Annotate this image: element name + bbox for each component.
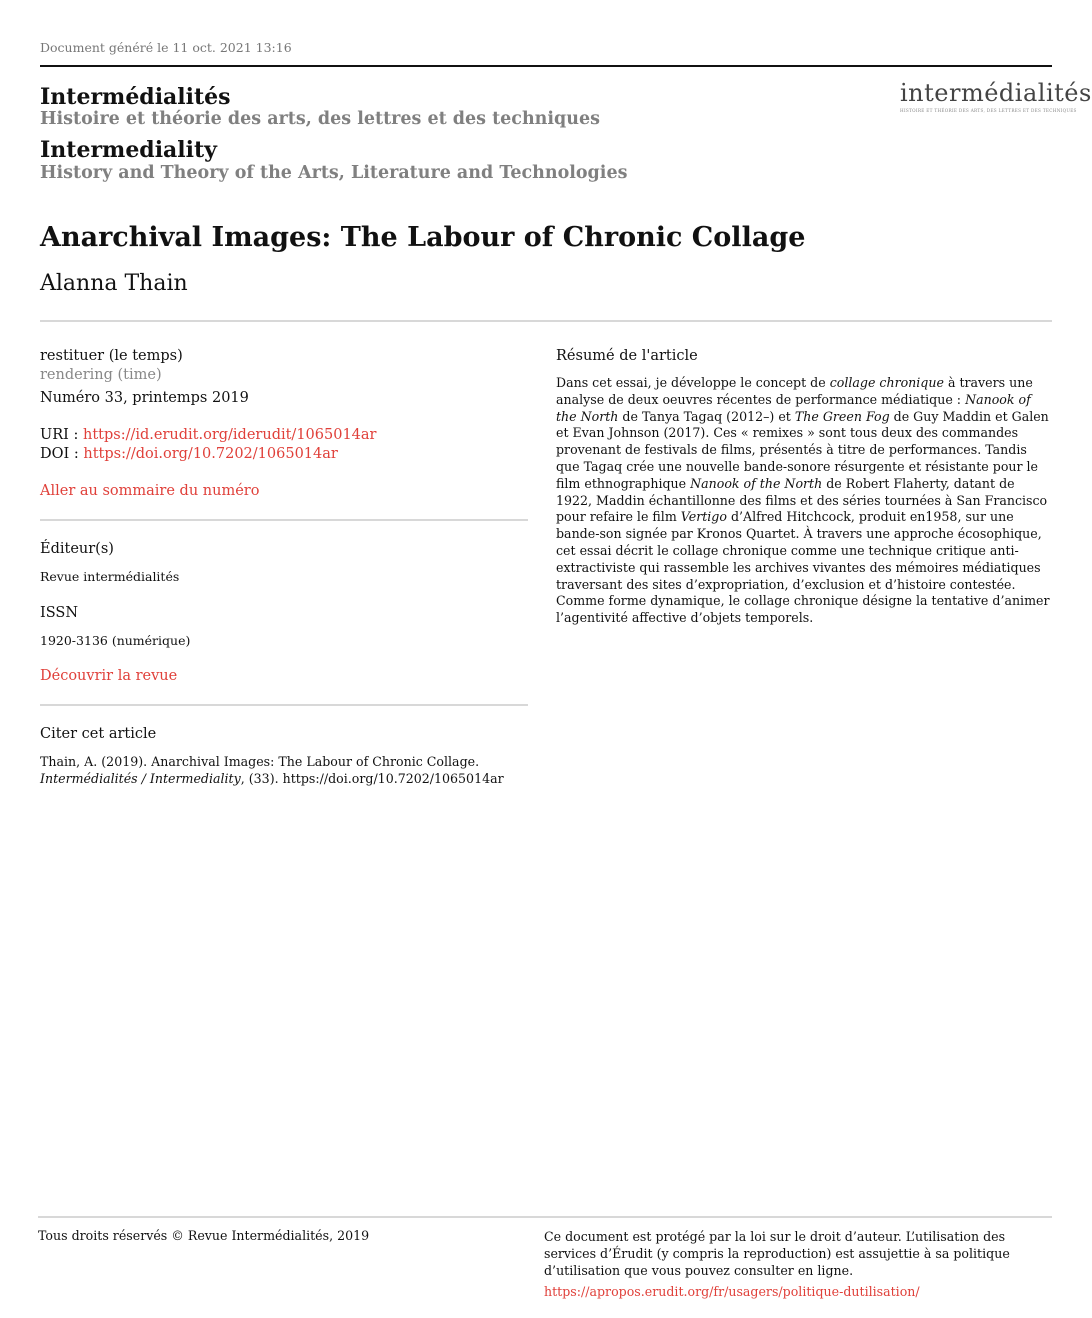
article-title: Anarchival Images: The Labour of Chronic Collage xyxy=(40,222,806,253)
footer-rule xyxy=(38,1216,1052,1218)
publisher-name: Revue intermédialités xyxy=(40,569,180,584)
abstract-part: d’Alfred Hitchcock, produit en1958, sur une bande-son signée par Kronos Quartet. À travers une approche écosophique, cet essai décrit le collage chronique comme une technique critique anti-extractiviste qui rassemble les archives vivantes des mémoires médiatiques traversant des sites d’expropriation, d’exclusion et d’histoire contestée. Comme forme dynamique, le collage chronique désigne la tentative d’animer l’agentivité affective d’objets temporels. xyxy=(556,509,1050,626)
citation-journal: Intermédialités / Intermediality xyxy=(40,771,241,786)
generated-date: Document généré le 11 oct. 2021 13:16 xyxy=(40,40,292,55)
footer-notice: Ce document est protégé par la loi sur le droit d’auteur. L’utilisation des services d’Érudit (y compris la reproduction) est assujettie à sa politique d’utilisation que vous pouvez consulter en ligne. xyxy=(544,1229,1010,1278)
doi-link[interactable]: https://doi.org/10.7202/1065014ar xyxy=(83,446,338,462)
policy-link[interactable]: https://apropos.erudit.org/fr/usagers/politique-dutilisation/ xyxy=(544,1284,920,1299)
journal-title-fr: Intermédialités xyxy=(40,84,231,110)
discover-journal-link[interactable]: Découvrir la revue xyxy=(40,668,178,684)
journal-subtitle-en: History and Theory of the Arts, Literature and Technologies xyxy=(40,163,628,183)
citation-doi: , (33). https://doi.org/10.7202/1065014ar xyxy=(240,771,504,786)
publisher-heading: Éditeur(s) xyxy=(40,541,114,557)
issue-theme-en: rendering (time) xyxy=(40,367,162,383)
abstract-part: de Guy Maddin et Galen et Evan Johnson (2017). Ces « remixes » sont tous deux des commandes provenant de festivals de films, présentés à titre de performances. Tandis que Tagaq crée une nouvelle bande-sonore résurgente et résistante pour le film ethnographique xyxy=(556,408,1049,491)
issue-theme-fr: restituer (le temps) xyxy=(40,348,183,364)
abstract-part: Dans cet essai, je développe le concept de xyxy=(556,375,830,390)
logo-wordmark: intermédialités xyxy=(900,79,1092,107)
abstract-part: à travers une analyse de deux oeuvres récentes de performance médiatique : xyxy=(556,375,1033,407)
footer-rights: Tous droits réservés © Revue Intermédialités, 2019 xyxy=(38,1228,370,1243)
abstract-part: de Robert Flaherty, datant de 1922, Maddin échantillonne des films et des séries tournées à San Francisco pour refaire le film xyxy=(556,475,1048,525)
toc-link[interactable]: Aller au sommaire du numéro xyxy=(40,483,260,499)
abstract-heading: Résumé de l'article xyxy=(556,348,698,364)
abstract-text xyxy=(556,375,1052,627)
abstract-italic: Vertigo xyxy=(680,509,727,525)
doi-label: DOI : xyxy=(40,446,84,462)
article-author: Alanna Thain xyxy=(40,271,188,296)
uri-label: URI : xyxy=(40,427,83,443)
left-divider-2 xyxy=(40,704,528,706)
journal-title-en: Intermediality xyxy=(40,137,217,163)
abstract-part: de Tanya Tagaq (2012–) et xyxy=(618,408,795,424)
citation-line-1: Thain, A. (2019). Anarchival Images: The Labour of Chronic Collage. xyxy=(40,754,480,769)
issue-number: Numéro 33, printemps 2019 xyxy=(40,390,249,406)
citation-text xyxy=(40,753,520,787)
issn-value: 1920-3136 (numérique) xyxy=(40,633,191,648)
cite-heading: Citer cet article xyxy=(40,726,157,742)
left-divider-1 xyxy=(40,519,528,521)
logo-tagline: HISTOIRE ET THÉORIE DES ARTS, DES LETTRES ET DES TECHNIQUES xyxy=(900,108,1077,113)
header-rule xyxy=(40,65,1052,67)
doi-line xyxy=(40,446,338,462)
uri-line xyxy=(40,427,376,443)
journal-logo xyxy=(900,79,1092,113)
journal-subtitle-fr: Histoire et théorie des arts, des lettres et des techniques xyxy=(40,109,600,129)
uri-link[interactable]: https://id.erudit.org/iderudit/1065014ar xyxy=(82,427,377,443)
abstract-italic: The Green Fog xyxy=(794,408,890,424)
issn-heading: ISSN xyxy=(40,605,79,621)
abstract-italic: Nanook of the North xyxy=(690,475,823,491)
title-divider xyxy=(40,320,1052,322)
citation-line-2 xyxy=(40,770,520,787)
abstract-italic: collage chronique xyxy=(829,375,944,390)
abstract-italic: Nanook of the North xyxy=(556,391,1031,424)
